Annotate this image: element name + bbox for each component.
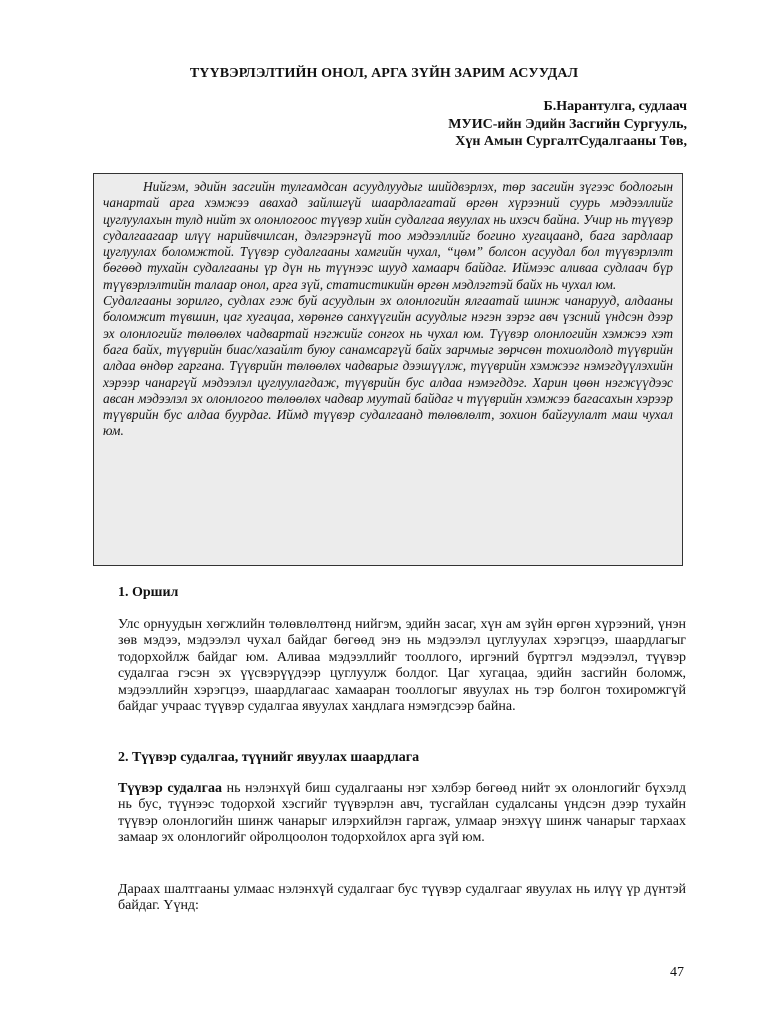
author-block xyxy=(267,98,687,151)
section-heading-sampling: 2. Түүвэр судалгаа, түүнийг явуулах шаардлага xyxy=(118,750,420,765)
sampling-term: Түүвэр судалгаа xyxy=(118,781,222,796)
author-name: Б.Нарантулга, судлаач xyxy=(543,99,687,114)
author-center: Хүн Амын СургалтСудалгааны Төв, xyxy=(455,134,687,149)
author-affiliation: МУИС-ийн Эдийн Засгийн Сургууль, xyxy=(448,116,687,132)
page-number: 47 xyxy=(670,965,684,980)
sampling-definition: нь нэлэнхүй биш судалгааны нэг хэлбэр бөгөөд нийт эх олонлогийг бүхэлд нь бус, түүнээс тодорхой хэсгийг түүвэрлэн авч, тусгайлан судалсаны үндсэн дээр тухайн түүвэр олонлогийн шинж чанарыг илэрхийлэн гаргаж, улмаар энэхүү шинж чанарыг тархаах замаар эх олонлогийг ойролцоолон тодорхойлох арга зүй юм. xyxy=(118,781,686,846)
reasons-paragraph: Дараах шалтгааны улмаас нэлэнхүй судалгааг бус түүвэр судалгааг явуулах нь илүү үр дүнтэй байдаг. Үүнд: xyxy=(118,882,686,914)
introduction-paragraph: Улс орнуудын хөгжлийн төлөвлөлтөнд нийгэм, эдийн засаг, хүн ам зүйн өргөн хүрээний, үнэн зөв мэдээ, мэдээлэл чухал байдаг бөгөөд энэ нь мэдээлэл цуглуулах хэрэгцээ, шаардлагыг тодорхойлж байдаг юм. Аливаа мэдээллийг тооллого, иргэний бүртгэл мэдээлэл, түүвэр судалгаа гэсэн эх үүсвэрүүдээр цуглуулж болдог. Цаг хугацаа, эдийн засгийн боломж, мэдээллийн хэрэгцээ, шаардлагаас хамааран тооллогыг явуулах нь тэр болгон тохиромжгүй байдаг учраас түүвэр судалгаа явуулах хандлага нэмэгдсээр байна. xyxy=(118,617,686,715)
page-title: ТҮҮВЭРЛЭЛТИЙН ОНОЛ, АРГА ЗҮЙН ЗАРИМ АСУУДАЛ xyxy=(189,66,579,81)
section-heading-introduction: 1. Оршил xyxy=(118,585,179,600)
abstract-paragraph: Нийгэм, эдийн засгийн тулгамдсан асуудлуудыг шийдвэрлэх, төр засгийн зүгээс бодлогын чанартай арга хэмжээ авахад зайлшгүй шаардлагатай өргөн хүрээний суурь мэдээллийг цуглуулахын тулд нийт эх олонлогоос түүвэр хийн судалгаа явуулах нь ихэсч байна. Учир нь түүвэр судалгаагаар илүү нарийвчилсан, дэлгэрэнгүй тоо мэдээллийг богино хугацаанд, бага зардлаар цуглуулах боломжтой. Түүвэр судалгааны хамгийн чухал, “цөм” болсон асуудал бол түүвэрлэлт бөгөөд тухайн судалгааны үр дүн нь түүнээс шууд хамаарч байдаг. Иймээс аливаа судлаач бүр түүвэрлэлтийн талаар онол, арга зүй, статистикийн өргөн мэдлэгтэй байх нь чухал юм. xyxy=(103,179,673,292)
abstract-paragraph: Судалгааны зорилго, судлах гэж буй асуудлын эх олонлогийн ялгаатай шинж чанарууд, алдааны боломжит түвшин, цаг хугацаа, хөрөнгө санхүүгийн асуудлыг нэгэн зэрэг авч үзсний үндсэн дээр эх олонлогийг төлөөлөх чадвартай нэгжийг сонгох нь чухал юм. Түүвэр олонлогийн хэмжээ хэт бага байх, түүврийн биас/хазайлт буюу санамсаргүй байх зарчмыг зөрчсөн тохиолдолд түүврийн алдаа өндөр гаргана. Түүврийн төлөөлөх чадварыг дээшүүлж, түүврийн хэмжээг нэмэгдүүлэхийн хэрээр чанаргүй мэдээлэл цуглуулагдаж, түүврийн бус алдаа нэмэгддэг. Харин цөөн нэгжүүдээс авсан мэдээлэл эх олонлогоо төлөөлөх чадвар муутай байдаг ч түүврийн хэмжээ багасахын хэрээр түүврийн бус алдаа буурдаг. Иймд түүвэр судалгаанд төлөвлөлт, зохион байгуулалт маш чухал юм. xyxy=(103,293,673,439)
sampling-paragraph xyxy=(118,781,686,847)
abstract-box xyxy=(93,173,683,566)
